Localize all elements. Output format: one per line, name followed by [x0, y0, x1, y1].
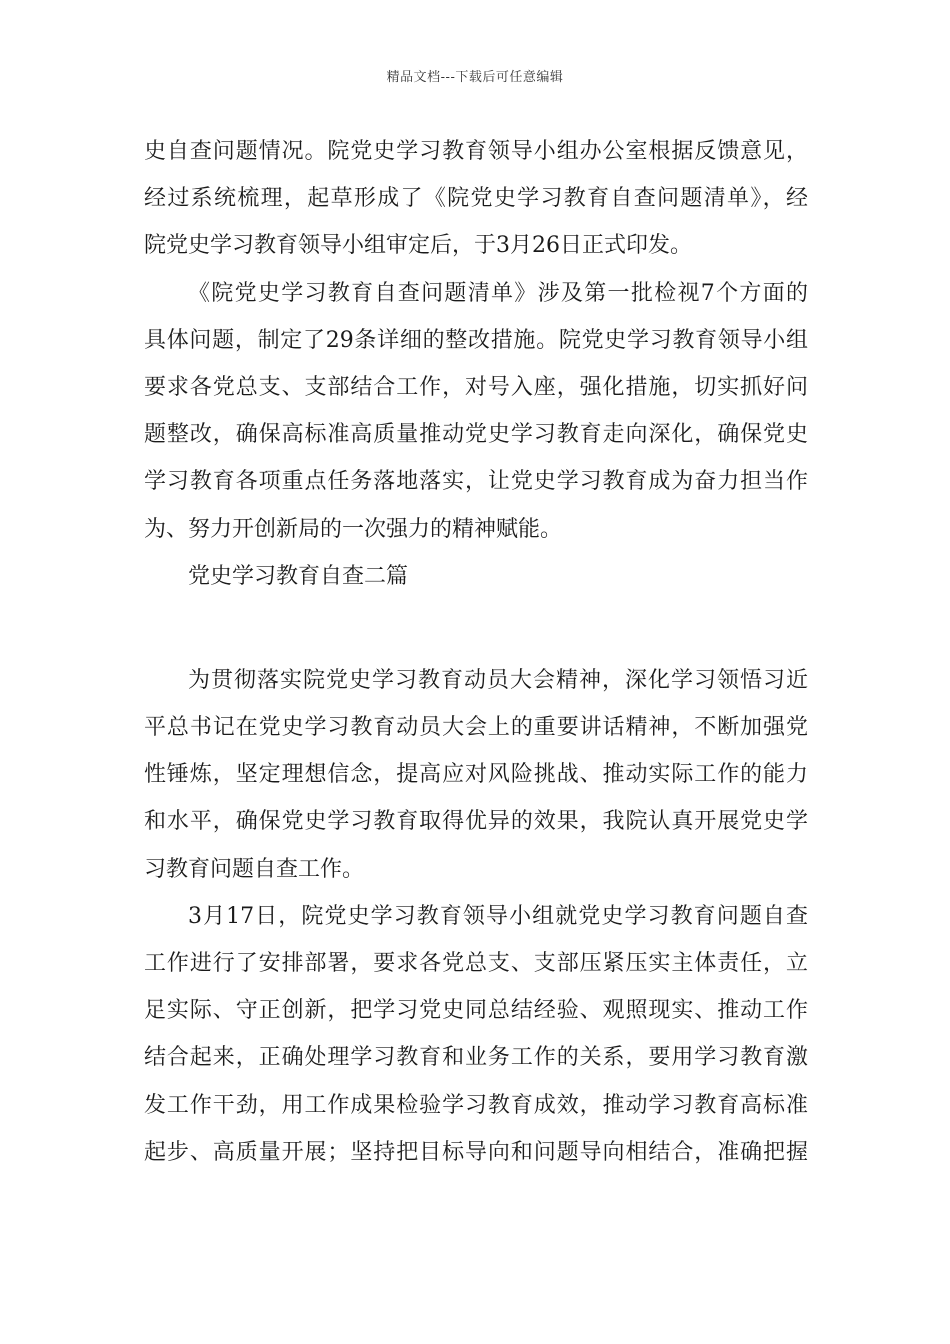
- text-line: 工作进行了安排部署，要求各党总支、支部压紧压实主体责任，立: [144, 951, 808, 976]
- text-line: 《院党史学习教育自查问题清单》涉及第一批检视7个方面的: [188, 280, 808, 306]
- blank-space: [144, 600, 808, 657]
- text-line: 学习教育各项重点任务落地落实，让党史学习教育成为奋力担当作: [144, 469, 808, 495]
- text-line: 习教育问题自查工作。: [144, 856, 365, 882]
- section-heading: 党史学习教育自查二篇: [188, 563, 409, 589]
- text-line: 经过系统梳理，起草形成了《院党史学习教育自查问题清单》，经: [144, 186, 808, 212]
- paragraph-intro: [144, 657, 808, 893]
- text-line: 起步、高质量开展；坚持把目标导向和问题导向相结合，准确把握: [144, 1139, 808, 1165]
- paragraph-checklist: [144, 270, 808, 553]
- text-line: 题整改，确保高标准高质量推动党史学习教育走向深化，确保党史: [144, 422, 808, 448]
- text-line: 史自查问题情况。院党史学习教育领导小组办公室根据反馈意见，: [144, 139, 808, 164]
- text-line: 要求各党总支、支部结合工作，对号入座，强化措施，切实抓好问: [144, 374, 808, 400]
- text-line: 院党史学习教育领导小组审定后，于3月26日正式印发。: [144, 233, 692, 259]
- text-line: 结合起来，正确处理学习教育和业务工作的关系，要用学习教育激: [144, 1045, 808, 1071]
- text-line: 为、努力开创新局的一次强力的精神赋能。: [144, 516, 563, 542]
- paragraph-continuation: [144, 128, 808, 270]
- text-line: 足实际、守正创新，把学习党史同总结经验、观照现实、推动工作: [144, 998, 808, 1024]
- text-line: 具体问题，制定了29条详细的整改措施。院党史学习教育领导小组: [144, 327, 808, 353]
- text-line: 发工作干劲，用工作成果检验学习教育成效，推动学习教育高标准: [144, 1092, 808, 1118]
- text-line: 3月17日，院党史学习教育领导小组就党史学习教育问题自查: [188, 903, 808, 929]
- text-line: 为贯彻落实院党史学习教育动员大会精神，深化学习领悟习近: [188, 667, 808, 693]
- text-line: 和水平，确保党史学习教育取得优异的效果，我院认真开展党史学: [144, 809, 808, 835]
- text-line: 性锤炼，坚定理想信念，提高应对风险挑战、推动实际工作的能力: [144, 762, 808, 788]
- text-line: 平总书记在党史学习教育动员大会上的重要讲话精神，不断加强党: [144, 715, 808, 741]
- paragraph-deployment: [144, 893, 808, 1176]
- page-header: 精品文档---下载后可任意编辑: [386, 70, 564, 85]
- document-body: [144, 128, 808, 1176]
